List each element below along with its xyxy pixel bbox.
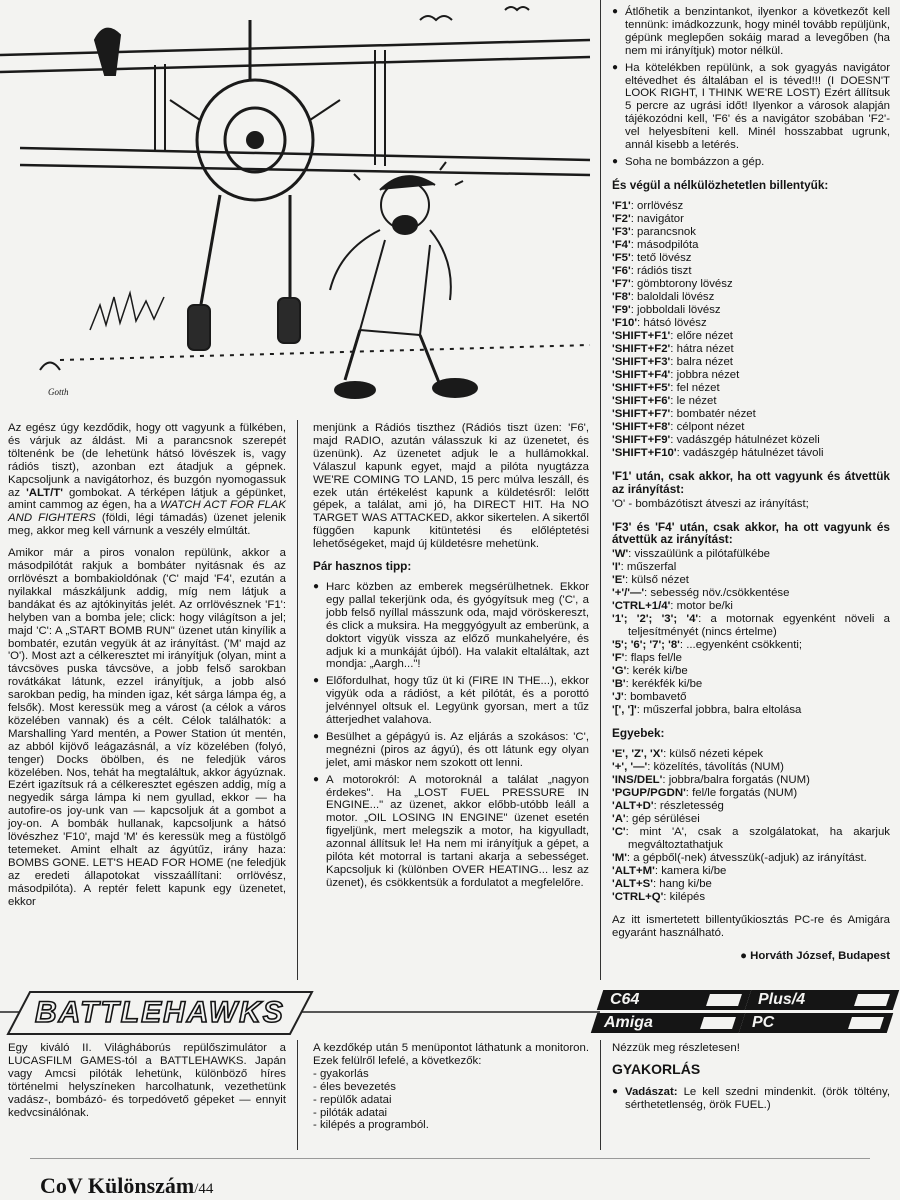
key-row: 'F5': tető lövész [612,251,692,264]
key-row: '+'/'—': sebesség növ./csökkentése [612,587,790,600]
tips-heading: Pár hasznos tipp: [313,559,412,574]
key-row: 'SHIFT+F8': célpont nézet [612,420,745,433]
left-paragraph-2: Amikor már a piros vonalon repülünk, akkor a másodpilótát rakjuk a bombáter nyitásnak és az orrlövészt a bombakioldónak ('C' majd 'F4', ezután a nyilakkal mászkáljunk addig, míg nem látjuk a bandákat és az ajtókinyitás jelét. Az orrlövésznek 'F1': helyben van a bomba jele; click: hogy világítson a jel; majd 'C': A „START BOMB RUN" üzenet után kinyílik a bombatér, ezután vegyük át az irányítást. ('M' majd az 'O'). Most azt a célkeresztet mi irányítjuk (olyan, mint a távcsöves puska távcsöve, a jobb felső sarokban rovátkákat látunk, ezzel irányítjuk, a jobb alsó sarokban pedig, ha minden igaz, két sárga lámpa ég, a felsők). Most keressük meg a várost (a célok a város közelében vannak) és a célt. Célok találhatók: a Marshalling Yard mentén, a Power Station út mentén, az abból kijövő leágazásnál, a víz közelében (folyó, tenger) Docks öbölben, és ne feledjük város közelében. Nos, tehát ha megtaláltuk, akkor ágyúznak. Ezért igazítsuk rá a célkeresztet egészen addig, míg a negyedik sárga lámpa ki nem gyullad, ekkor — ha autofire-os joy-unk van — kapcsoljuk át a gombot a joy-on. A bombák hullanak, kapcsoljunk a hátsó lövészhez 'F10', majd 'M' és keressük meg a füstölgő tetemeket. Amint elhalt az ágyútűz, irány haza: BOMBS GONE. LET'S HEAD FOR HOME (ne feledjük az eredeti állapotokat visszaállítani: orrlövész, másodpilóta). A reptér felett kapunk egy üzenetet, ekkor [8,547,286,908]
menu-item: - gyakorlás [313,1067,369,1080]
game-banner [0,990,900,1036]
key-row: 'F3': parancsnok [612,225,696,238]
page-footer [40,1173,213,1199]
closing-note: Az itt ismertetett billentyűkiosztás PC-re és Amigára egyaránt használható. [612,914,890,940]
illustration-signature: Gotth [48,387,69,397]
detail-intro: Nézzük meg részletesen! [612,1042,740,1054]
left-paragraph-1: Az egész úgy kezdődik, hogy ott vagyunk a fülkében, és várjuk az áldást. Mi a parancsnok szerepét töltenénk be (de lehetünk hátsó lövészek is, vagy rádiós tiszt), azonban ezt átadjuk a gépnek. Kapcsoljunk a navigátorhoz, és buzgón nyomogassuk az 'ALT/T' gombokat. A térképen látjuk a gépünket, amint cammog az égen, ha a WATCH ACT FOR FLAK AND FIGHTERS (földi, légi támadás) üzenet jelenik meg, akkor meg kell várnunk a veszély elmúltát. [8,422,287,538]
tip-item: ● Soha ne bombázzon a gép. [612,156,890,169]
key-row: 'J': bombavető [612,691,687,704]
key-row: 'SHIFT+F10': vadászgép hátulnézet távoli [612,446,824,459]
column-divider [600,0,601,980]
key-row: '1'; '2'; '3'; '4': a motornak egyenként növeli a teljesítményét (nincs értelme) [612,613,890,639]
misc-key-list [612,748,890,904]
page-number: /44 [194,1181,214,1197]
middle-paragraph-1: menjünk a Rádiós tiszthez (Rádiós tiszt üzen: 'F6', majd RADIO, azután válasszuk ki az üzenetet, és üzenünk). Az üzenetet adjuk le a hullámokkal. Válaszul kapunk egyet, majd a pilóta nyugtázza WE'RE COMING TO LAND, 15 perc múlva leszáll, és ezek után értékelést kapunk a küldetésről: lelőtt gépek, a találat, ami jó, ha DIRECT HIT. Ha NO TARGET WAS ATTACKED, akkor sikertelen. A sikertől függően kapunk kitüntetési és előléptetési lehetőségeket, majd új küldetésre mehetünk. [313,422,589,551]
menu-item: - repülők adatai [313,1093,392,1106]
key-row: 'ALT+D': részletesség [612,800,724,813]
key-row: 'INS/DEL': jobbra/balra forgatás (NUM) [612,774,810,787]
key-row: 'F9': jobboldali lövész [612,303,721,316]
key-row: '+', '—': közelítés, távolítás (NUM) [612,761,784,774]
key-row: 'F6': rádiós tiszt [612,264,692,277]
key-row: 'M': a gépből(-nek) átvesszük(-adjuk) az irányítást. [612,852,867,865]
intro-paragraph: Egy kiváló II. Világháborús repülőszimulátor a LUCASFILM GAMES-tól a BATTLEHAWKS. Japán vagy Amcsi pilóták lehetünk, különböző híres történelmi helyszíneken harcolhatunk, vezethetünk vadász-, bombázó- és torpedóvető gépeket — ennyit kedvcsinálónak. [8,1042,286,1119]
key-row: 'F': flaps fel/le [612,652,683,665]
key-row: 'E': külső nézet [612,574,689,587]
column-divider [297,1040,298,1150]
key-row: 'SHIFT+F4': jobbra nézet [612,368,740,381]
key-row: 'B': kerékfék ki/be [612,678,703,691]
key-row: 'PGUP/PGDN': fel/le forgatás (NUM) [612,787,798,800]
key-row: 'W': visszaülünk a pilótafülkébe [612,548,771,561]
key-row: 'SHIFT+F6': le nézet [612,394,717,407]
key-row: 'SHIFT+F7': bombatér nézet [612,407,756,420]
platform-badge: C64 [597,990,751,1010]
bottom-right-column [612,1042,890,1116]
key-row: 'C': mint 'A', csak a szolgálatokat, ha akarjuk megváltoztathatjuk [612,826,890,852]
keys-heading: És végül a nélkülözhetetlen billentyűk: [612,177,829,192]
bottom-left-column [8,1042,286,1128]
key-row: 'CTRL+1/4': motor be/ki [612,600,733,613]
section-heading: 'F3' és 'F4' után, csak akkor, ha ott vagyunk és átvettük az irányítást: [612,519,890,547]
platform-badge: Amiga [591,1013,745,1033]
key-row: 'CTRL+Q': kilépés [612,891,706,904]
tip-item: ● Előfordulhat, hogy tűz üt ki (FIRE IN THE...), ekkor vigyük oda a rádióst, a két pilótát, és a porottó jelvénnyel oltsuk el. Legyünk gyorsan, mert a tűz átterjedhet valahova. [313,675,589,727]
middle-column [313,422,589,894]
column-divider [297,420,298,980]
tip-item: ● Ha kötelékben repülünk, a sok gyagyás navigátor eltévedhet és általában el is téved!!! (I DOESN'T LOOK RIGHT, I THINK WE'RE LOST) Ezért állítsuk 5 percre az ugrási időt! Ilyenkor a városok alapján tájékozódni kell, 'F6' és a navigátor szobában 'F2'-vel helyesbíteni kell. Minél hosszabbat ugrunk, annál kisebb a letérés. [612,62,890,152]
key-row: 'ALT+S': hang ki/be [612,878,712,891]
key-row: 'G': kerék ki/be [612,665,688,678]
function-key-list [612,200,890,460]
banner-title: BATTLEHAWKS [35,996,285,1029]
left-column [8,422,286,918]
section-title: GYAKORLÁS [612,1060,701,1077]
right-column [612,6,890,963]
platform-badge: PC [739,1013,893,1033]
key-row: 'SHIFT+F5': fel nézet [612,381,720,394]
key-row: 'F7': gömbtorony lövész [612,277,733,290]
control-key-list [612,548,890,717]
key-row: 'SHIFT+F3': balra nézet [612,355,733,368]
author-credit: ● Horváth József, Budapest [740,950,890,963]
menu-item: - kilépés a programból. [313,1119,429,1132]
key-row: 'F8': baloldali lövész [612,290,715,303]
menu-intro: A kezdőkép után 5 menüpontot láthatunk a monitoron. Ezek felülről lefelé, a következők: [313,1042,589,1067]
key-row: 'F4': másodpilóta [612,238,699,251]
tip-item: ● Besülhet a gépágyú is. Az eljárás a szokásos: 'C', megnézni (piros az ágyú), és ott látunk egy olyan jelet, ami máskor nem szokott ott lenni. [313,731,589,770]
key-row: '5'; '6'; '7'; '8': ...egyenként csökkenti; [612,639,803,652]
tip-item: ● Harc közben az emberek megsérülhetnek. Ekkor egy pallal tekerjünk oda, és gyógyítsuk meg ('C', a jobb felső nyíllal másszunk oda, majd vöröskereszt, és click a muksira. Ha meggyógyult az emberünk, a doktort vigyük vissza az előző munkahelyére, és adjuk ki a munkáját újból). Ha valakit eltaláltak, azt mondja: „Aargh..."! [313,581,589,671]
magazine-title: CoV Különszám [40,1173,195,1198]
key-row: 'A': gép sérülései [612,813,700,826]
section-heading: 'F1' után, csak akkor, ha ott vagyunk és átvettük az irányítást: [612,468,890,496]
menu-item: - éles bevezetés [313,1080,396,1093]
key-row: 'SHIFT+F9': vadászgép hátulnézet közeli [612,433,820,446]
tip-item: ● A motorokról: A motoroknál a találat „nagyon érdekes". Ha „LOST FUEL PRESSURE IN ENGINE..." az üzenet, akkor előbb-utóbb leáll a motor. „OIL LOSING IN ENGINE" üzenet esetén figyeljünk, mert melegszik a motor, ha kigyulladt, azonnal állítsuk le! Ha nem mi irányítjuk a gépet, a pilóta két motorral is tartani akarja a sebességet. Kapcsoljuk ki (különben OVER HEATING... lesz az üzenet), és csökkentsük a fordulatot a megfelelőre. [313,774,589,890]
footer-rule [30,1158,870,1159]
practice-item: ● Vadászat: Le kell szedni mindenkit. (örök töltény, sérthetetlenség, örök FUEL.) [612,1086,890,1112]
key-row: 'F1': orrlövész [612,199,684,212]
key-row: 'E', 'Z', 'X': külső nézeti képek [612,748,764,761]
key-row: 'I': műszerfal [612,561,677,574]
key-row: '[', ']': műszerfal jobbra, balra eltolása [612,704,802,717]
menu-item: - pilóták adatai [313,1106,388,1119]
key-row: 'F2': navigátor [612,212,684,225]
cartoon-illustration [0,0,595,415]
section-heading: Egyebek: [612,726,665,741]
key-row: 'ALT+M': kamera ki/be [612,865,727,878]
tip-item: ● Átlőhetik a benzintankot, ilyenkor a következőt kell tennünk: imádkozzunk, hogy minél tovább repüljünk, gépünk meglepően sokáig marad a levegőben (ha nem mi irányítjuk) motor nélkül. [612,6,890,58]
bottom-middle-column [313,1042,589,1132]
column-divider [600,1040,601,1150]
platform-badge: Plus/4 [745,990,899,1010]
key-row: 'SHIFT+F1': előre nézet [612,329,733,342]
section-line: 'O' - bombázótiszt átveszi az irányítást; [612,497,809,510]
key-row: 'F10': hátsó lövész [612,316,707,329]
key-row: 'SHIFT+F2': hátra nézet [612,342,734,355]
